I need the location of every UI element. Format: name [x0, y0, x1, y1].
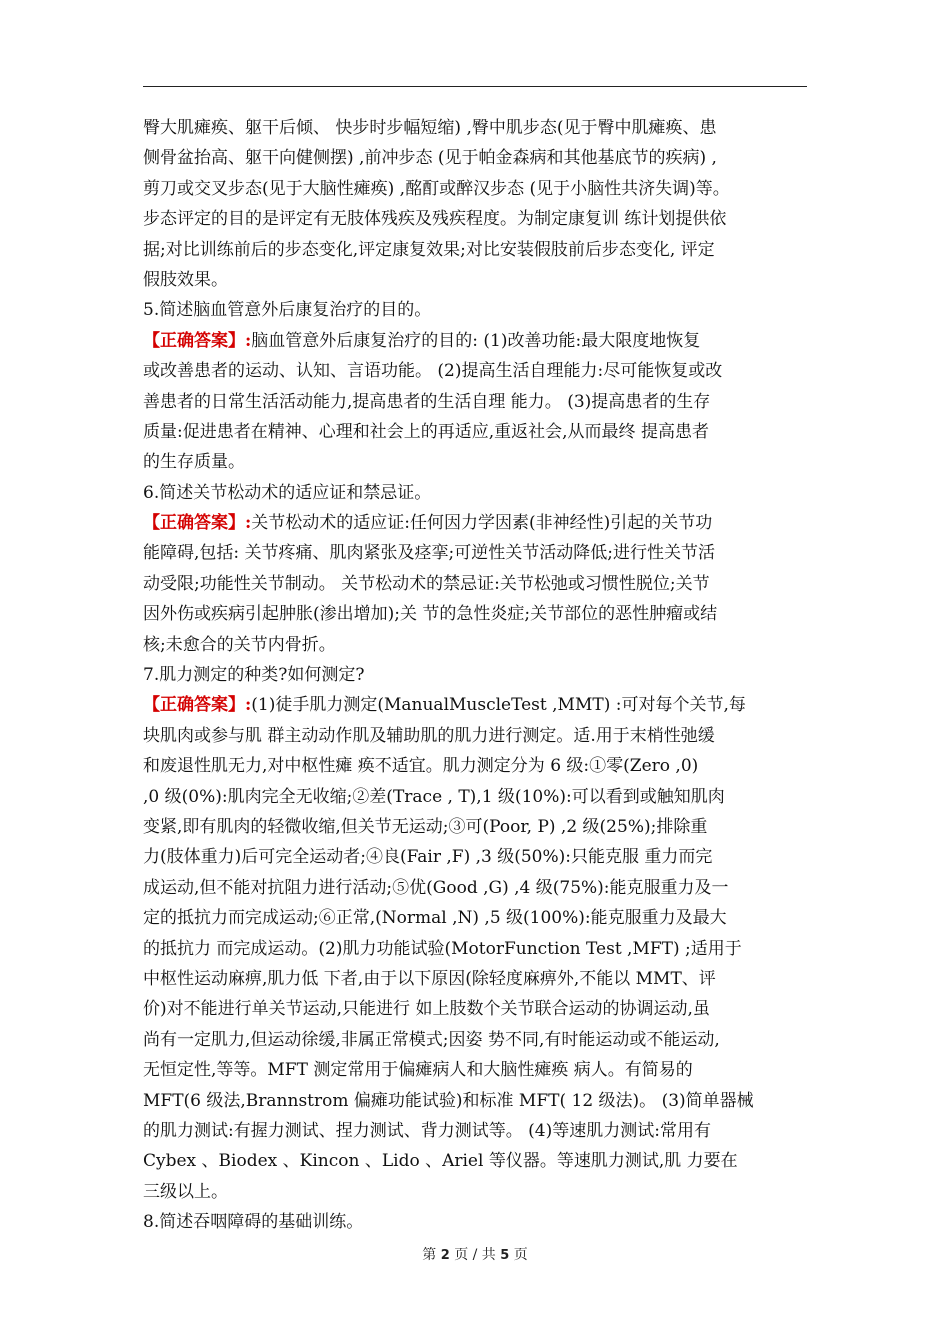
line-text: 的肌力测试:有握力测试、捏力测试、背力测试等。 (4)等速肌力测试:常用有 [143, 1120, 711, 1141]
line-text: 7.肌力测定的种类?如何测定? [143, 665, 365, 686]
text-line [143, 569, 811, 599]
text-line [143, 1086, 811, 1116]
current-page-number: 2 [440, 1248, 450, 1263]
text-line [143, 721, 811, 751]
text-line [143, 903, 811, 933]
document-body [143, 113, 811, 1237]
footer-prefix: 第 [422, 1247, 437, 1263]
text-line [143, 508, 811, 538]
text-line [143, 1025, 811, 1055]
line-text: 脑血管意外后康复治疗的目的: (1)改善功能:最大限度地恢复 [251, 330, 701, 351]
header-rule [143, 86, 807, 87]
footer-suffix: 页 [513, 1247, 528, 1263]
total-page-number: 5 [500, 1248, 510, 1263]
text-line [143, 630, 811, 660]
line-text: 假肢效果。 [143, 269, 228, 290]
text-line [143, 356, 811, 386]
text-line [143, 387, 811, 417]
line-text: 块肌肉或参与肌 群主动动作肌及辅助肌的肌力进行测定。适.用于末梢性弛缓 [143, 725, 715, 746]
line-text: 成运动,但不能对抗阻力进行活动;⑤优(Good ,G) ,4 级(75%):能克服重力及一 [143, 877, 729, 898]
text-line [143, 1177, 811, 1207]
line-text: 动受限;功能性关节制动。 关节松动术的禁忌证:关节松弛或习惯性脱位;关节 [143, 573, 710, 594]
text-line [143, 174, 811, 204]
line-text: 8.简述吞咽障碍的基础训练。 [143, 1212, 364, 1233]
line-text: 三级以上。 [143, 1181, 228, 1202]
text-line [143, 295, 811, 325]
text-line [143, 1146, 811, 1176]
line-text: 无恒定性,等等。MFT 测定常用于偏瘫病人和大脑性瘫痪 病人。有简易的 [143, 1060, 693, 1081]
answer-label: 【正确答案】: [143, 695, 252, 716]
text-line [143, 326, 811, 356]
line-text: 能障碍,包括: 关节疼痛、肌肉紧张及痉挛;可逆性关节活动降低;进行性关节活 [143, 543, 715, 564]
text-line [143, 751, 811, 781]
line-text: MFT(6 级法,Brannstrom 偏瘫功能试验)和标准 MFT( 12 级法)。 (3)简单器械 [143, 1090, 754, 1111]
text-line [143, 842, 811, 872]
line-text: 臀大肌瘫痪、躯干后倾、 快步时步幅短缩) ,臀中肌步态(见于臀中肌瘫痪、患 [143, 118, 717, 138]
line-text: 价)对不能进行单关节运动,只能进行 如上肢数个关节联合运动的协调运动,虽 [143, 999, 710, 1020]
text-line [143, 964, 811, 994]
line-text: 侧骨盆抬高、躯干向健侧摆) ,前冲步态 (见于帕金森病和其他基底节的疾病) , [143, 148, 717, 169]
footer-mid: 页 / 共 [454, 1247, 496, 1263]
text-line [143, 113, 811, 143]
text-line [143, 934, 811, 964]
line-text: 据;对比训练前后的步态变化,评定康复效果;对比安装假肢前后步态变化, 评定 [143, 239, 715, 260]
line-text: 因外伤或疾病引起肿胀(渗出增加);关 节的急性炎症;关节部位的恶性肿瘤或结 [143, 604, 718, 625]
text-line [143, 660, 811, 690]
text-line [143, 1116, 811, 1146]
line-text: 6.简述关节松动术的适应证和禁忌证。 [143, 482, 432, 503]
text-line [143, 478, 811, 508]
text-line [143, 1207, 811, 1237]
text-line [143, 873, 811, 903]
text-line [143, 994, 811, 1024]
line-text: 核;未愈合的关节内骨折。 [143, 634, 336, 655]
line-text: Cybex 、Biodex 、Kincon 、Lido 、Ariel 等仪器。等速肌力测试,肌 力要在 [143, 1151, 738, 1172]
text-line [143, 235, 811, 265]
line-text: 和废退性肌无力,对中枢性瘫 痪不适宜。肌力测定分为 6 级:①零(Zero ,0) [143, 756, 699, 777]
line-text: ,0 级(0%):肌肉完全无收缩;②差(Trace , T),1 级(10%):可以看到或触知肌肉 [143, 786, 725, 807]
answer-label: 【正确答案】: [143, 513, 252, 534]
line-text: 变紧,即有肌肉的轻微收缩,但关节无运动;③可(Poor, P) ,2 级(25%);排除重 [143, 816, 708, 837]
line-text: 关节松动术的适应证:任何因力学因素(非神经性)引起的关节功 [251, 513, 713, 534]
text-line [143, 265, 811, 295]
page-footer [0, 1244, 950, 1264]
text-line [143, 143, 811, 173]
text-line [143, 690, 811, 720]
text-line [143, 447, 811, 477]
text-line [143, 417, 811, 447]
line-text: 步态评定的目的是评定有无肢体残疾及残疾程度。为制定康复训 练计划提供依 [143, 209, 727, 230]
text-line [143, 812, 811, 842]
line-text: (1)徒手肌力测定(ManualMuscleTest ,MMT) :可对每个关节,每 [251, 695, 746, 716]
line-text: 力(肢体重力)后可完全运动者;④良(Fair ,F) ,3 级(50%):只能克服 重力而完 [143, 847, 713, 868]
line-text: 中枢性运动麻痹,肌力低 下者,由于以下原因(除轻度麻痹外,不能以 MMT、评 [143, 968, 716, 989]
line-text: 尚有一定肌力,但运动徐缓,非属正常模式;因姿 势不同,有时能运动或不能运动, [143, 1029, 720, 1050]
line-text: 5.简述脑血管意外后康复治疗的目的。 [143, 300, 432, 321]
text-line [143, 782, 811, 812]
line-text: 或改善患者的运动、认知、言语功能。 (2)提高生活自理能力:尽可能恢复或改 [143, 361, 723, 382]
line-text: 剪刀或交叉步态(见于大脑性瘫痪) ,酩酊或醉汉步态 (见于小脑性共济失调)等。 [143, 178, 730, 199]
line-text: 的抵抗力 而完成运动。(2)肌力功能试验(MotorFunction Test ,MFT) ;适用于 [143, 938, 742, 959]
text-line [143, 1055, 811, 1085]
line-text: 质量:促进患者在精神、心理和社会上的再适应,重返社会,从而最终 提高患者 [143, 421, 709, 442]
text-line [143, 599, 811, 629]
line-text: 的生存质量。 [143, 452, 245, 473]
line-text: 定的抵抗力而完成运动;⑥正常,(Normal ,N) ,5 级(100%):能克服重力及最大 [143, 908, 727, 929]
line-text: 善患者的日常生活活动能力,提高患者的生活自理 能力。 (3)提高患者的生存 [143, 391, 711, 412]
text-line [143, 204, 811, 234]
answer-label: 【正确答案】: [143, 330, 252, 351]
text-line [143, 538, 811, 568]
